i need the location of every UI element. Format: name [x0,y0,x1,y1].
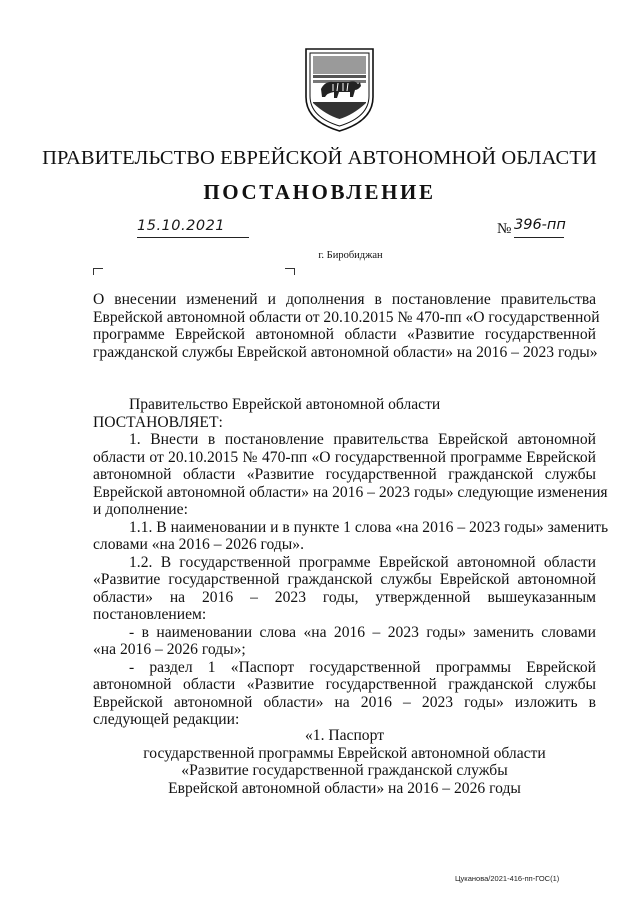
coat-of-arms-emblem [303,45,376,133]
organization-name: ПРАВИТЕЛЬСТВО ЕВРЕЙСКОЙ АВТОНОМНОЙ ОБЛАСТИ [42,147,597,169]
title-bracket-right [285,268,295,275]
body-line: 1.2. В государственной программе Еврейской автономной области [129,553,596,571]
document-date: 15.10.2021 [137,218,226,234]
title-line: О внесении изменений и дополнения в постановление правительства [93,291,596,308]
body-line: словами «на 2016 – 2026 годы». [93,536,304,553]
body-line: области от 20.10.2015 № 470-пп «О государственной программе Еврейской [93,448,596,466]
body-line: - раздел 1 «Паспорт государственной программы Еврейской [129,658,596,676]
body-line: 1. Внести в постановление правительства Еврейской автономной [129,431,596,448]
body-line: следующей редакции: [93,711,240,728]
number-label: № [497,221,512,237]
body-line: «на 2016 – 2026 годы»; [93,641,246,658]
body-line: - в наименовании слова «на 2016 – 2023 годы» заменить словами [129,623,596,641]
body-line: области» на 2016 – 2023 годы, утвержденной вышеуказанным [93,588,596,606]
body-line: автономной области «Развитие государственной гражданской службы [93,676,596,693]
body-line: Еврейской автономной области» на 2016 – 2023 годы» изложить в [93,693,596,711]
document-number: 396-пп [514,217,566,233]
body-line: 1.1. В наименовании и в пункте 1 слова «на 2016 – 2023 годы» заменить [129,518,609,536]
body-line: и дополнение: [93,501,188,518]
passport-heading [93,727,596,797]
body-line: Еврейской автономной области» на 2016 – 2023 годы» следующие изменения [93,483,608,501]
title-line: Еврейской автономной области от 20.10.2015 № 470-пп «О государственной [93,308,600,326]
title-bracket-left [93,268,103,275]
document-body [93,396,609,729]
number-underline [514,237,564,238]
body-line: постановлением: [93,606,207,623]
document-title [93,291,600,361]
body-line: «Развитие государственной гражданской службы Еврейской автономной [93,571,596,588]
title-line: гражданской службы Еврейской автономной области» на 2016 – 2023 годы» [93,343,598,361]
title-line: программе Еврейской автономной области «Развитие государственной [93,326,596,343]
date-underline [137,237,249,238]
passport-heading-line: государственной программы Еврейской автономной области [143,744,546,762]
body-line: ПОСТАНОВЛЯЕТ: [93,413,223,431]
document-type-heading: ПОСТАНОВЛЕНИЕ [203,180,436,204]
body-line: Правительство Еврейской автономной области [129,396,441,413]
footer-code: Цуканова/2021-416-пп-ГОС(1) [455,874,560,883]
passport-heading-line: «1. Паспорт [304,727,385,744]
passport-heading-line: Еврейской автономной области» на 2016 – 2026 годы [168,779,521,797]
city-name: г. Биробиджан [318,250,383,261]
emblem-icon [303,45,376,133]
body-line: автономной области «Развитие государственной гражданской службы [93,466,596,483]
passport-heading-line: «Развитие государственной гражданской службы [181,762,508,779]
